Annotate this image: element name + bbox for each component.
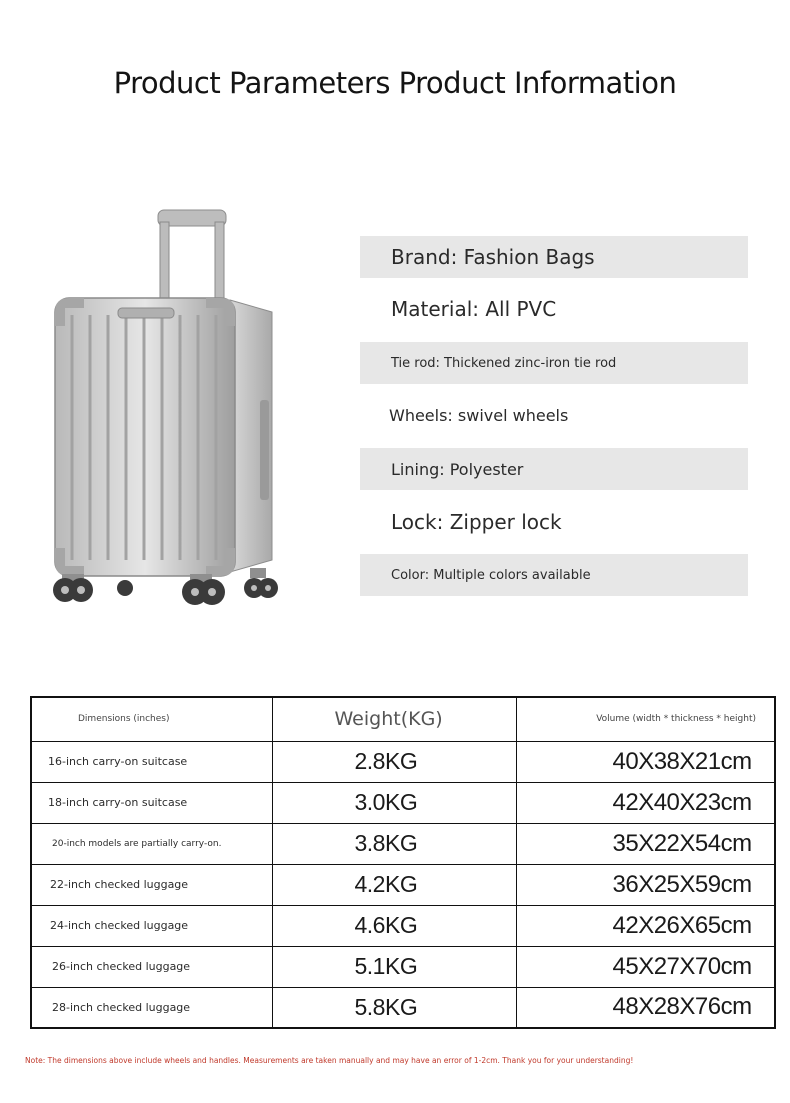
param-lining: Lining: Polyester <box>360 448 748 490</box>
param-wheels: Wheels: swivel wheels <box>389 405 569 425</box>
cell-volume: 35X22X54cm <box>516 823 775 864</box>
cell-size: 16-inch carry-on suitcase <box>31 741 272 782</box>
cell-weight: 4.6KG <box>272 905 516 946</box>
header-weight: Weight(KG) <box>272 697 516 741</box>
table-row <box>31 823 775 864</box>
footnote: Note: The dimensions above include wheels and handles. Measurements are taken manually and may have an error of 1-2cm. Thank you for your understanding! <box>25 1056 634 1065</box>
cell-size: 28-inch checked luggage <box>31 987 272 1028</box>
cell-weight: 3.8KG <box>272 823 516 864</box>
suitcase-image <box>40 200 290 620</box>
param-color: Color: Multiple colors available <box>360 554 748 596</box>
table-row <box>31 946 775 987</box>
cell-volume: 42X26X65cm <box>516 905 775 946</box>
cell-size: 26-inch checked luggage <box>31 946 272 987</box>
size-table <box>30 696 776 1029</box>
cell-weight: 5.8KG <box>272 987 516 1028</box>
param-material: Material: All PVC <box>391 297 557 321</box>
table-row <box>31 864 775 905</box>
param-brand: Brand: Fashion Bags <box>360 236 748 278</box>
cell-weight: 5.1KG <box>272 946 516 987</box>
cell-size: 22-inch checked luggage <box>31 864 272 905</box>
table-row <box>31 987 775 1028</box>
cell-volume: 36X25X59cm <box>516 864 775 905</box>
header-dimensions: Dimensions (inches) <box>31 697 272 741</box>
param-lock: Lock: Zipper lock <box>391 510 562 534</box>
cell-volume: 48X28X76cm <box>516 987 775 1028</box>
header-volume: Volume (width * thickness * height) <box>516 697 775 741</box>
cell-size: 20-inch models are partially carry-on. <box>31 823 272 864</box>
cell-weight: 2.8KG <box>272 741 516 782</box>
table-row <box>31 741 775 782</box>
param-tie-rod: Tie rod: Thickened zinc-iron tie rod <box>360 342 748 384</box>
table-row <box>31 905 775 946</box>
cell-size: 18-inch carry-on suitcase <box>31 782 272 823</box>
cell-weight: 4.2KG <box>272 864 516 905</box>
cell-size: 24-inch checked luggage <box>31 905 272 946</box>
cell-volume: 45X27X70cm <box>516 946 775 987</box>
cell-volume: 42X40X23cm <box>516 782 775 823</box>
table-header-row <box>31 697 775 741</box>
cell-weight: 3.0KG <box>272 782 516 823</box>
table-row <box>31 782 775 823</box>
page-title: Product Parameters Product Information <box>113 66 677 100</box>
cell-volume: 40X38X21cm <box>516 741 775 782</box>
